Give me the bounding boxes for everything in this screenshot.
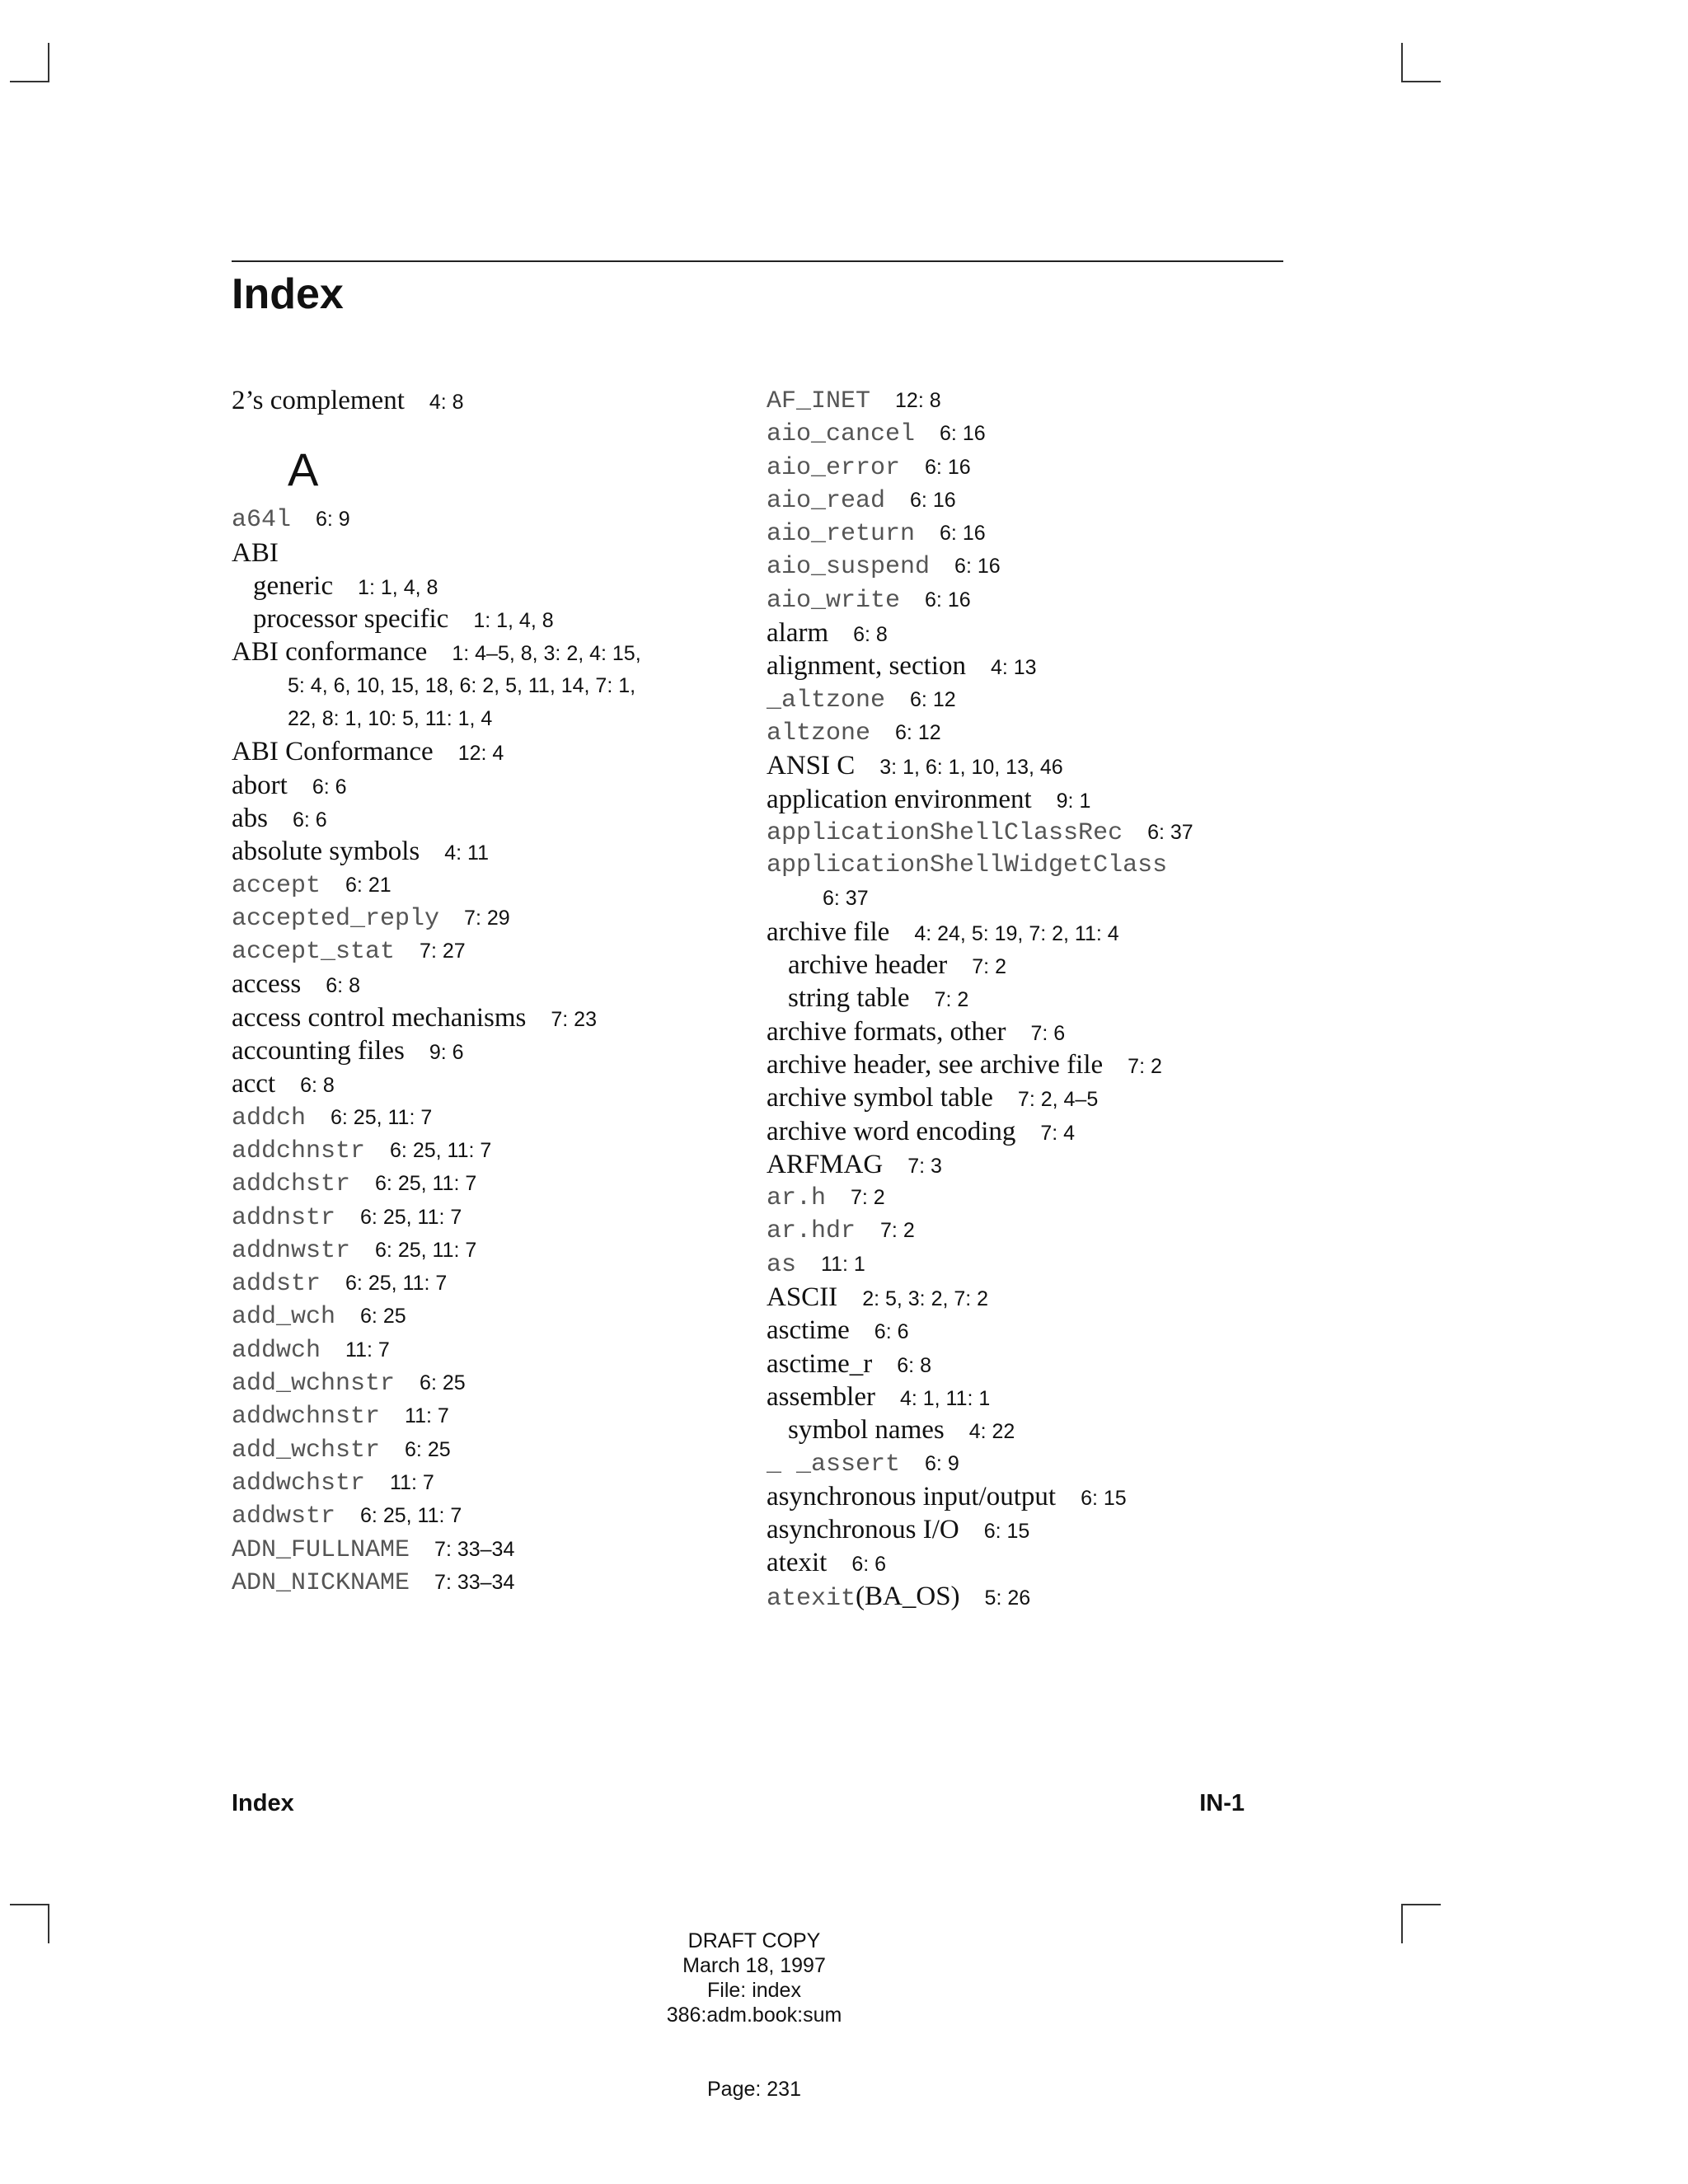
- index-entry: [767, 849, 1278, 882]
- index-term: ARFMAG: [767, 1149, 884, 1179]
- index-entry: [232, 1067, 743, 1100]
- draft-line-3: File: index: [707, 1979, 801, 2002]
- index-term: generic: [253, 570, 334, 601]
- index-term: addwch: [232, 1336, 321, 1365]
- page-title: Index: [232, 270, 344, 318]
- index-term: addchnstr: [232, 1137, 366, 1165]
- index-locator: 6: 16: [925, 455, 971, 479]
- index-entry: [232, 1201, 743, 1234]
- index-entry: [232, 1034, 743, 1067]
- index-entry: [232, 384, 743, 417]
- index-locator: 6: 16: [910, 488, 956, 512]
- index-locator: 7: 23: [551, 1007, 597, 1031]
- index-entry: [767, 1513, 1278, 1546]
- crop-mark-tr-v: [1401, 43, 1403, 82]
- index-term: ABI conformance: [232, 637, 428, 668]
- index-column-right: [767, 384, 1278, 1613]
- index-term: alarm: [767, 618, 829, 649]
- index-entry: [767, 716, 1278, 749]
- index-entry: [767, 384, 1278, 417]
- crop-mark-tl-v: [48, 43, 49, 82]
- index-term: accept_stat: [232, 938, 396, 967]
- index-entry: [767, 1447, 1278, 1480]
- index-locator: 7: 4: [1040, 1121, 1076, 1145]
- index-entry: [767, 749, 1278, 782]
- crop-mark-br-h: [1401, 1904, 1441, 1905]
- index-locator: 4: 22: [968, 1420, 1015, 1444]
- index-entry: [767, 1480, 1278, 1513]
- index-locator: 5: 4, 6, 10, 15, 18, 6: 2, 5, 11, 14, 7: 1,: [288, 673, 636, 697]
- index-locator: 3: 1, 6: 1, 10, 13, 46: [879, 756, 1063, 780]
- index-locator: 6: 21: [345, 873, 392, 897]
- index-locator: 11: 7: [345, 1338, 390, 1361]
- index-term: accounting files: [232, 1036, 405, 1066]
- index-term: addch: [232, 1104, 307, 1132]
- index-locator: 6: 25, 11: 7: [360, 1504, 462, 1528]
- index-locator: 7: 2: [934, 988, 969, 1012]
- draft-line-1: DRAFT COPY: [687, 1929, 821, 1952]
- index-locator: 6: 16: [940, 422, 986, 446]
- index-entry: [767, 1248, 1278, 1281]
- index-term: archive formats, other: [767, 1016, 1006, 1047]
- index-entry: [232, 1300, 743, 1333]
- index-locator-continuation: [767, 882, 1278, 915]
- index-term: abort: [232, 770, 288, 800]
- index-entry: [232, 968, 743, 1001]
- index-entry: [232, 1499, 743, 1532]
- index-locator: 7: 2, 4–5: [1017, 1088, 1099, 1112]
- index-entry: [232, 735, 743, 768]
- index-term: archive word encoding: [767, 1116, 1016, 1146]
- index-entry: [232, 1433, 743, 1466]
- index-subentry: [767, 949, 1278, 982]
- index-locator: 6: 25, 11: 7: [390, 1138, 492, 1162]
- index-term: archive header, see archive file: [767, 1049, 1104, 1080]
- index-entry: [767, 451, 1278, 484]
- index-entry: [767, 1214, 1278, 1247]
- index-locator: 6: 16: [940, 522, 986, 546]
- index-locator: 1: 1, 4, 8: [358, 575, 438, 599]
- index-locator: 6: 25: [360, 1305, 406, 1329]
- index-term: ABI: [232, 537, 279, 568]
- index-term: ABI Conformance: [232, 737, 434, 767]
- index-term: accept: [232, 871, 321, 900]
- index-entry: [767, 683, 1278, 716]
- index-locator: 6: 6: [851, 1553, 887, 1577]
- index-locator: 7: 27: [420, 940, 466, 963]
- index-locator: 6: 25, 11: 7: [331, 1105, 433, 1129]
- index-locator: 6: 12: [895, 720, 941, 744]
- index-entry: [232, 1167, 743, 1200]
- index-locator: 6: 25: [420, 1371, 466, 1395]
- crop-mark-bl-h: [10, 1904, 49, 1905]
- index-locator: 4: 24, 5: 19, 7: 2, 11: 4: [914, 921, 1119, 945]
- footer-section-name: Index: [232, 1790, 294, 1816]
- index-term: ASCII: [767, 1282, 838, 1313]
- index-term: _ _assert: [767, 1450, 901, 1479]
- index-locator: 6: 25: [405, 1437, 451, 1461]
- draft-page-number: Page: 231: [707, 2078, 801, 2101]
- index-term: ar.hdr: [767, 1217, 856, 1246]
- header-rule: [232, 260, 1283, 262]
- index-term: atexit: [767, 1584, 856, 1613]
- index-locator: 7: 2: [1128, 1054, 1162, 1078]
- index-entry: [767, 1181, 1278, 1214]
- index-term: aio_suspend: [767, 553, 931, 582]
- index-subentry: [767, 1413, 1278, 1446]
- index-term: add_wchnstr: [232, 1370, 396, 1399]
- index-locator: 6: 6: [874, 1320, 909, 1344]
- index-locator-continuation: [232, 669, 743, 702]
- index-locator: 7: 2: [880, 1219, 915, 1243]
- index-entry: [232, 1234, 743, 1267]
- index-entry: [767, 916, 1278, 949]
- index-locator: 6: 12: [910, 687, 956, 711]
- index-entry: [232, 635, 743, 668]
- index-term: _altzone: [767, 686, 886, 715]
- index-locator: 12: 4: [457, 742, 504, 766]
- index-locator: 11: 7: [390, 1470, 434, 1494]
- index-locator: 6: 8: [326, 974, 360, 998]
- index-locator: 7: 3: [907, 1154, 942, 1178]
- index-term: archive header: [788, 950, 948, 981]
- index-term: add_wchstr: [232, 1436, 381, 1465]
- index-entry: [767, 1281, 1278, 1314]
- index-term: access: [232, 969, 302, 1000]
- index-term: string table: [788, 983, 910, 1014]
- index-locator: 7: 33–34: [434, 1570, 515, 1594]
- index-entry: [232, 1566, 743, 1599]
- index-entry: [232, 1001, 743, 1034]
- index-term: ADN_NICKNAME: [232, 1568, 410, 1597]
- index-locator: 7: 2: [972, 955, 1006, 979]
- index-locator: 6: 25, 11: 7: [360, 1205, 462, 1229]
- index-locator: 9: 6: [429, 1041, 464, 1065]
- index-entry: [767, 1048, 1278, 1081]
- index-entry: [232, 835, 743, 868]
- index-entry: [767, 1347, 1278, 1380]
- index-term: asynchronous input/output: [767, 1481, 1057, 1511]
- index-locator: 2: 5, 3: 2, 7: 2: [862, 1287, 989, 1311]
- index-entry: [767, 1314, 1278, 1347]
- index-term: applicationShellWidgetClass: [767, 851, 1168, 880]
- index-locator: 4: 13: [990, 656, 1037, 680]
- index-entry: [767, 1580, 1278, 1613]
- draft-line-2: March 18, 1997: [682, 1954, 826, 1977]
- footer-page-number: IN-1: [1199, 1790, 1245, 1816]
- index-term: addwchnstr: [232, 1403, 381, 1432]
- crop-mark-tr-h: [1401, 81, 1441, 82]
- index-term: aio_read: [767, 486, 886, 515]
- index-term: assembler: [767, 1381, 875, 1412]
- index-subentry: [232, 602, 743, 635]
- index-locator: 1: 4–5, 8, 3: 2, 4: 15,: [452, 642, 641, 666]
- draft-line-4: 386:adm.book:sum: [666, 2004, 842, 2027]
- index-term: applicationShellClassRec: [767, 818, 1123, 847]
- index-entry: [767, 1546, 1278, 1579]
- index-term: aio_return: [767, 520, 916, 549]
- index-term: ar.h: [767, 1184, 827, 1213]
- index-entry: [232, 935, 743, 968]
- index-entry: [232, 1267, 743, 1300]
- index-locator: 12: 8: [895, 389, 941, 412]
- index-term: addstr: [232, 1270, 321, 1299]
- index-term: asynchronous I/O: [767, 1515, 959, 1545]
- index-term: asctime: [767, 1315, 850, 1346]
- index-entry: [767, 1115, 1278, 1148]
- index-locator: 6: 37: [1147, 820, 1193, 844]
- index-locator: 6: 8: [300, 1074, 335, 1098]
- index-locator: 6: 15: [1081, 1486, 1127, 1510]
- index-entry: [232, 1366, 743, 1399]
- index-term: absolute symbols: [232, 837, 420, 867]
- index-term: ANSI C: [767, 751, 856, 781]
- index-entry: [232, 802, 743, 835]
- index-locator: 7: 29: [464, 906, 510, 930]
- index-locator: 6: 25, 11: 7: [345, 1272, 448, 1296]
- index-entry: [232, 1399, 743, 1432]
- index-term: aio_cancel: [767, 420, 916, 449]
- index-term: a64l: [232, 506, 292, 535]
- index-term: access control mechanisms: [232, 1002, 527, 1033]
- index-entry: [232, 503, 743, 536]
- index-entry: [767, 616, 1278, 649]
- index-entry: [767, 484, 1278, 517]
- index-locator: 4: 1, 11: 1: [899, 1386, 991, 1410]
- index-entry: [767, 550, 1278, 583]
- index-term: archive symbol table: [767, 1083, 993, 1113]
- index-entry: [232, 537, 743, 569]
- index-entry: [232, 869, 743, 902]
- index-locator: 4: 8: [429, 391, 464, 414]
- index-locator: 9: 1: [1056, 789, 1091, 813]
- index-locator: 7: 33–34: [434, 1537, 515, 1561]
- index-term: addnwstr: [232, 1236, 351, 1265]
- index-locator: 6: 9: [316, 508, 350, 532]
- index-entry: [767, 816, 1278, 849]
- crop-mark-tl-h: [10, 81, 49, 82]
- index-term: archive file: [767, 916, 890, 947]
- index-column-left: [232, 384, 743, 1599]
- index-entry: [767, 783, 1278, 816]
- index-entry: [767, 1015, 1278, 1048]
- index-term: atexit: [767, 1548, 828, 1578]
- index-locator: 1: 1, 4, 8: [473, 609, 554, 633]
- index-entry: [767, 649, 1278, 682]
- index-term: AF_INET: [767, 387, 871, 415]
- index-locator: 6: 16: [925, 588, 971, 612]
- index-term: altzone: [767, 719, 871, 748]
- index-term: ADN_FULLNAME: [232, 1535, 410, 1564]
- index-term: alignment, section: [767, 651, 966, 682]
- index-subentry: [232, 569, 743, 602]
- index-term: symbol names: [788, 1415, 945, 1446]
- index-locator: 22, 8: 1, 10: 5, 11: 1, 4: [288, 707, 493, 731]
- index-term: addnstr: [232, 1203, 336, 1232]
- index-term-suffix: (BA_OS): [856, 1581, 960, 1611]
- index-entry: [767, 1148, 1278, 1181]
- index-locator: 6: 15: [983, 1520, 1030, 1544]
- index-term: add_wch: [232, 1303, 336, 1332]
- index-term: addwstr: [232, 1502, 336, 1531]
- index-term: accepted_reply: [232, 904, 440, 933]
- index-locator: 11: 7: [405, 1404, 449, 1428]
- index-entry: [767, 583, 1278, 616]
- index-entry: [232, 1466, 743, 1499]
- index-locator: 7: 2: [851, 1186, 885, 1210]
- index-locator: 11: 1: [821, 1252, 865, 1276]
- index-term: application environment: [767, 784, 1032, 814]
- index-term: 2’s complement: [232, 386, 405, 415]
- index-term: asctime_r: [767, 1348, 873, 1379]
- index-term: processor specific: [253, 604, 449, 635]
- index-entry: [232, 902, 743, 935]
- index-locator: 6: 6: [293, 808, 327, 832]
- index-term: addwchstr: [232, 1469, 366, 1497]
- index-entry: [232, 1333, 743, 1366]
- section-letter: A: [288, 443, 319, 496]
- index-term: as: [767, 1250, 797, 1279]
- index-locator: 6: 25, 11: 7: [375, 1238, 477, 1262]
- index-locator: 6: 16: [954, 555, 1001, 579]
- index-locator: 6: 8: [897, 1353, 931, 1377]
- index-locator: 6: 37: [823, 887, 869, 911]
- index-subentry: [767, 982, 1278, 1015]
- index-term: aio_error: [767, 453, 901, 482]
- index-entry: [232, 1533, 743, 1566]
- index-term: addchstr: [232, 1170, 351, 1199]
- index-entry: [232, 1101, 743, 1134]
- index-entry: [767, 417, 1278, 450]
- index-locator: 4: 11: [444, 841, 489, 865]
- index-locator: 5: 26: [984, 1586, 1031, 1610]
- index-locator: 7: 6: [1030, 1021, 1066, 1045]
- index-locator: 6: 8: [853, 623, 888, 647]
- index-term: acct: [232, 1069, 276, 1099]
- index-term: aio_write: [767, 586, 901, 615]
- index-entry: [767, 1081, 1278, 1114]
- index-locator-continuation: [232, 702, 743, 735]
- index-term: abs: [232, 803, 268, 833]
- index-locator: 6: 6: [312, 775, 347, 799]
- index-entry: [767, 517, 1278, 550]
- index-entry: [232, 769, 743, 802]
- index-locator: 6: 25, 11: 7: [375, 1172, 477, 1196]
- index-entry: [767, 1380, 1278, 1413]
- index-locator: 6: 9: [925, 1451, 959, 1475]
- index-entry: [232, 1134, 743, 1167]
